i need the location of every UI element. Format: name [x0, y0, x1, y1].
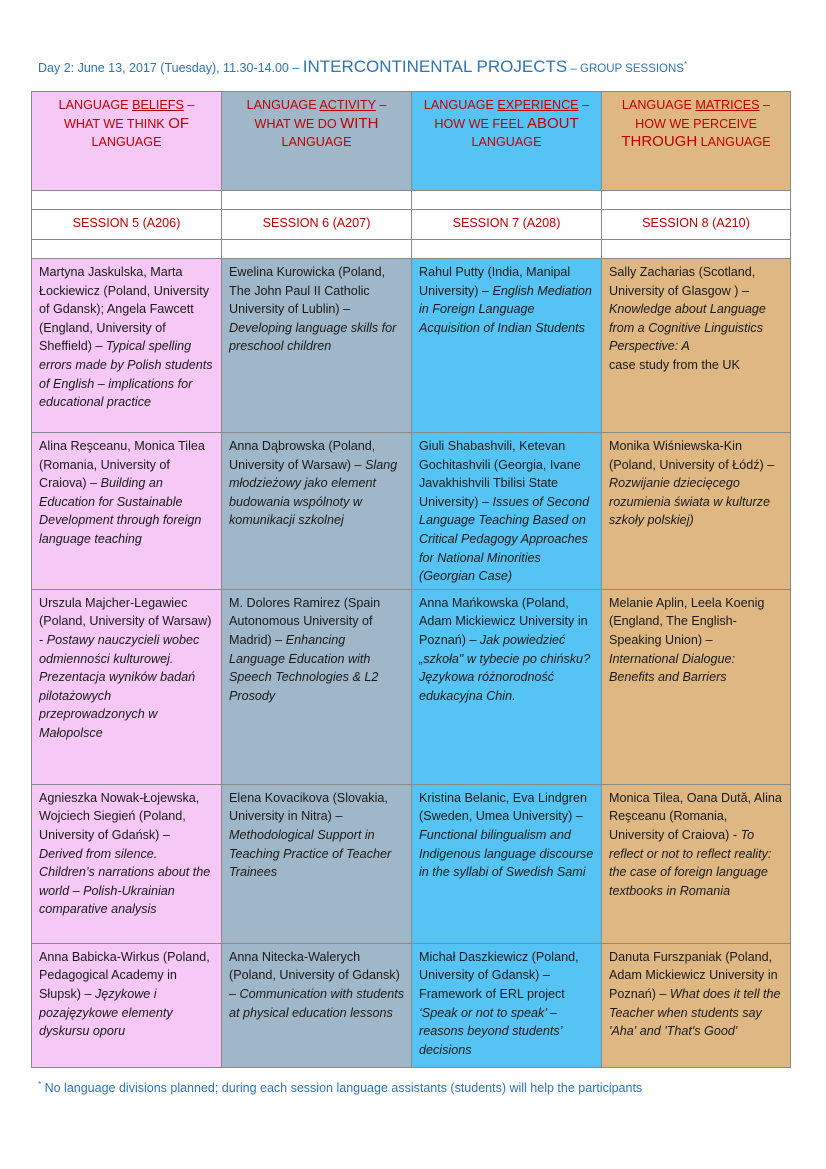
footnote-text: No language divisions planned; during each session language assistants (students) will help the participants	[41, 1081, 643, 1096]
session-5-label: SESSION 5 (A206)	[32, 210, 222, 240]
presentation-cell: Anna Nitecka-Walerych (Poland, University of Gdansk) – Communication with students at physical education lessons	[222, 943, 412, 1067]
page-title	[38, 57, 798, 77]
title-suffix: – GROUP SESSIONS	[567, 63, 684, 75]
title-prefix: Day 2: June 13, 2017 (Tuesday), 11.30-14.00 –	[38, 61, 303, 75]
session-6-label: SESSION 6 (A207)	[222, 210, 412, 240]
table-row	[32, 433, 791, 590]
presentation-cell: Anna Dąbrowska (Poland, University of Warsaw) – Slang młodzieżowy jako element budowania wspólnoty w komunikacji szkolnej	[222, 433, 412, 590]
theme-experience: LANGUAGE EXPERIENCE – HOW WE FEEL ABOUT LANGUAGE	[412, 92, 602, 191]
sessions-table	[31, 91, 791, 1068]
session-8-label: SESSION 8 (A210)	[602, 210, 791, 240]
presentation-cell: Elena Kovacikova (Slovakia, University in Nitra) – Methodological Support in Teaching Practice of Teacher Trainees	[222, 784, 412, 943]
theme-beliefs: LANGUAGE BELIEFS – WHAT WE THINK OF LANGUAGE	[32, 92, 222, 191]
presentation-cell: Martyna Jaskulska, Marta Łockiewicz (Poland, University of Gdansk); Angela Fawcett (England, University of Sheffield) – Typical spelling errors made by Polish students of English – implications for educational practice	[32, 259, 222, 433]
session-7-label: SESSION 7 (A208)	[412, 210, 602, 240]
theme-activity: LANGUAGE ACTIVITY – WHAT WE DO WITH LANGUAGE	[222, 92, 412, 191]
presentation-cell: Ewelina Kurowicka (Poland, The John Paul II Catholic University of Lublin) – Developing language skills for preschool children	[222, 259, 412, 433]
presentation-cell: Agnieszka Nowak-Łojewska, Wojciech Siegień (Poland, University of Gdańsk) – Derived from silence. Children’s narrations about the world – Polish-Ukrainian comparative analysis	[32, 784, 222, 943]
presentation-cell: Urszula Majcher-Legawiec (Poland, University of Warsaw) - Postawy nauczycieli wobec odmienności kulturowej. Prezentacja wyników badań pilotażowych przeprowadzonych w Małopolsce	[32, 589, 222, 784]
theme-header-row	[32, 92, 791, 191]
footnote-mark: *	[38, 1080, 42, 1089]
title-main: INTERCONTINENTAL PROJECTS	[302, 57, 568, 76]
presentation-cell: M. Dolores Ramirez (Spain Autonomous University of Madrid) – Enhancing Language Education with Speech Technologies & L2 Prosody	[222, 589, 412, 784]
spacer-row	[32, 240, 791, 259]
presentation-cell: Sally Zacharias (Scotland, University of Glasgow ) – Knowledge about Language from a Cognitive Linguistics Perspective: A case study from the UK	[602, 259, 791, 433]
title-footnote-mark: *	[683, 59, 688, 69]
presentation-cell: Alina Reşceanu, Monica Tilea (Romania, University of Craiova) – Building an Education for Sustainable Development through foreign language teaching	[32, 433, 222, 590]
session-row	[32, 210, 791, 240]
presentation-cell: Michał Daszkiewicz (Poland, University of Gdansk) – Framework of ERL project ‘Speak or not to speak’ – reasons beyond students’ decisions	[412, 943, 602, 1067]
footnote	[38, 1080, 798, 1095]
presentation-cell: Rahul Putty (India, Manipal University) – English Mediation in Foreign Language Acquisition of Indian Students	[412, 259, 602, 433]
presentation-cell: Danuta Furszpaniak (Poland, Adam Mickiewicz University in Poznań) – What does it tell the Teacher when students say 'Aha' and 'That's Good'	[602, 943, 791, 1067]
presentation-cell: Anna Mańkowska (Poland, Adam Mickiewicz University in Poznań) – Jak powiedzieć „szkoła" w tybecie po chińsku? Językowa różnorodność edukacyjna Chin.	[412, 589, 602, 784]
table-row	[32, 784, 791, 943]
presentation-cell: Melanie Aplin, Leela Koenig (England, The English-Speaking Union) – International Dialogue: Benefits and Barriers	[602, 589, 791, 784]
spacer-row	[32, 191, 791, 210]
presentation-cell: Monika Wiśniewska-Kin (Poland, University of Łódź) – Rozwijanie dziecięcego rozumienia świata w kulturze szkoły polskiej)	[602, 433, 791, 590]
table-row	[32, 589, 791, 784]
presentation-cell: Monica Tilea, Oana Dută, Alina Reşceanu (Romania, University of Craiova) - To reflect or not to reflect reality: the case of foreign language textbooks in Romania	[602, 784, 791, 943]
presentation-cell: Giuli Shabashvili, Ketevan Gochitashvili (Georgia, Ivane Javakhishvili Tbilisi State University) – Issues of Second Language Teaching Based on Critical Pedagogy Approaches for National Minorities (Georgian Case)	[412, 433, 602, 590]
theme-matrices: LANGUAGE MATRICES – HOW WE PERCEIVE THROUGH LANGUAGE	[602, 92, 791, 191]
table-row	[32, 943, 791, 1067]
presentation-cell: Kristina Belanic, Eva Lindgren (Sweden, Umea University) – Functional bilingualism and Indigenous language discourse in the syllabi of Swedish Sami	[412, 784, 602, 943]
table-row	[32, 259, 791, 433]
presentation-cell: Anna Babicka-Wirkus (Poland, Pedagogical Academy in Słupsk) – Językowe i pozajęzykowe elementy dyskursu oporu	[32, 943, 222, 1067]
